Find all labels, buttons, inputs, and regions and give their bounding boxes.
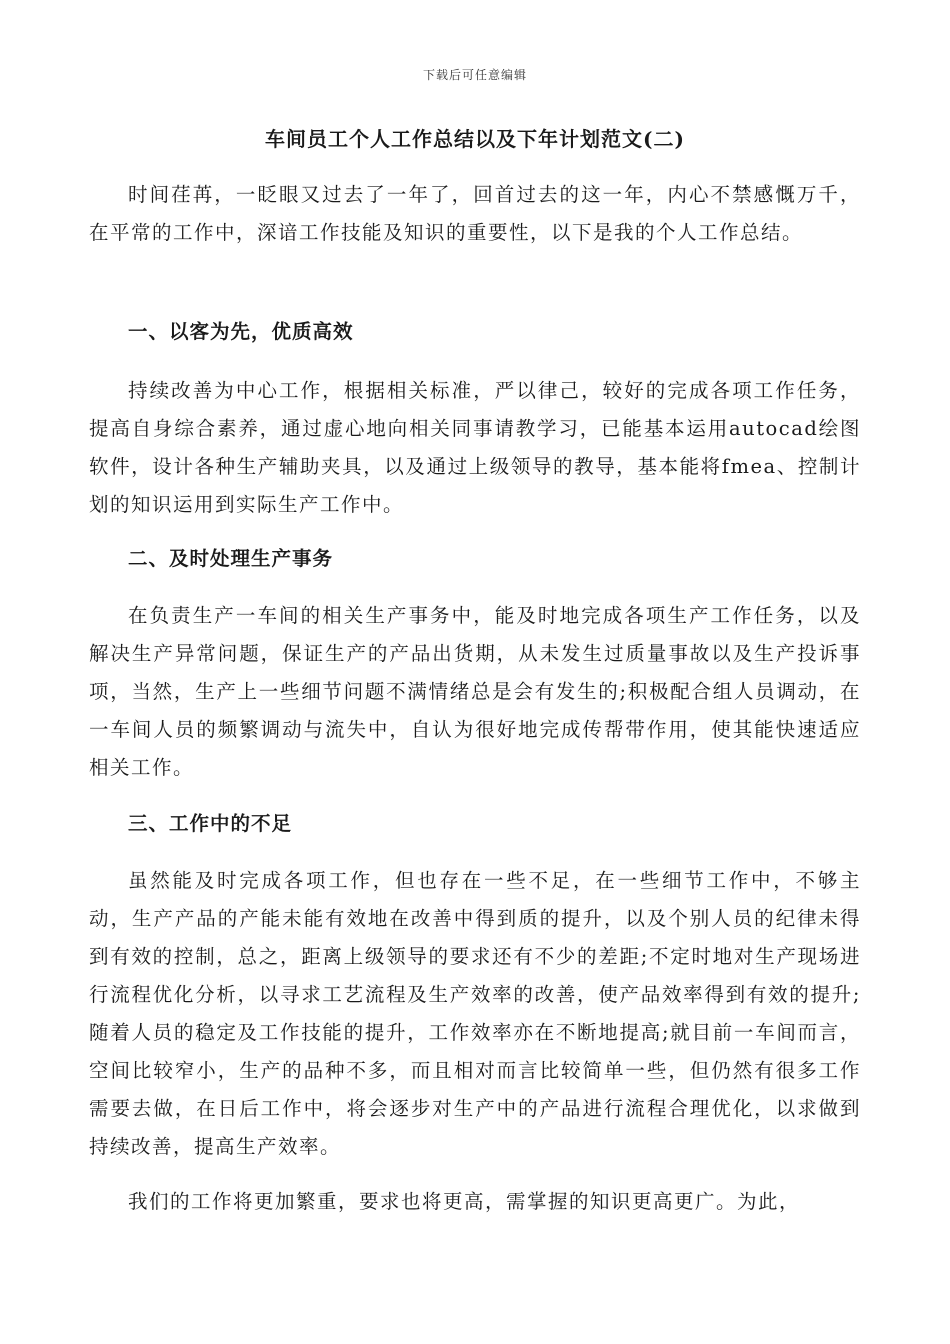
section-body-3: 虽然能及时完成各项工作，但也存在一些不足，在一些细节工作中，不够主动，生产产品的产能未能有效地在改善中得到质的提升，以及个别人员的纪律未得到有效的控制，总之，距离上级领导的要求还有不少的差距;不定时地对生产现场进行流程优化分析，以寻求工艺流程及生产效率的改善，使产品效率得到有效的提升;随着人员的稳定及工作技能的提升，工作效率亦在不断地提高;就目前一车间而言，空间比较窄小，生产的品种不多，而且相对而言比较简单一些，但仍然有很多工作需要去做，在日后工作中，将会逐步对生产中的产品进行流程合理优化，以求做到持续改善，提高生产效率。 — [89, 869, 861, 1158]
closing-paragraph: 我们的工作将更加繁重，要求也将更高，需掌握的知识更高更广。为此， — [128, 1190, 801, 1213]
intro-paragraph: 时间荏苒，一眨眼又过去了一年了，回首过去的这一年，内心不禁感慨万千，在平常的工作中，深谙工作技能及知识的重要性，以下是我的个人工作总结。 — [89, 183, 861, 244]
section-body-2: 在负责生产一车间的相关生产事务中，能及时地完成各项生产工作任务，以及解决生产异常问题，保证生产的产品出货期，从未发生过质量事故以及生产投诉事项，当然，生产上一些细节问题不满情绪总是会有发生的;积极配合组人员调动，在一车间人员的频繁调动与流失中，自认为很好地完成传帮带作用，使其能快速适应相关工作。 — [89, 604, 861, 779]
section-heading-2: 二、及时处理生产事务 — [128, 547, 334, 570]
document-title: 车间员工个人工作总结以及下年计划范文(二) — [265, 127, 685, 151]
section-heading-3: 三、工作中的不足 — [128, 812, 293, 835]
section-heading-1: 一、以客为先，优质高效 — [128, 320, 354, 343]
header-note: 下载后可任意编辑 — [422, 68, 527, 82]
section-body-1: 持续改善为中心工作，根据相关标准，严以律己，较好的完成各项工作任务，提高自身综合素养，通过虚心地向相关同事请教学习，已能基本运用autocad绘图软件，设计各种生产辅助夹具，以及通过上级领导的教导，基本能将fmea、控制计划的知识运用到实际生产工作中。 — [89, 379, 861, 516]
